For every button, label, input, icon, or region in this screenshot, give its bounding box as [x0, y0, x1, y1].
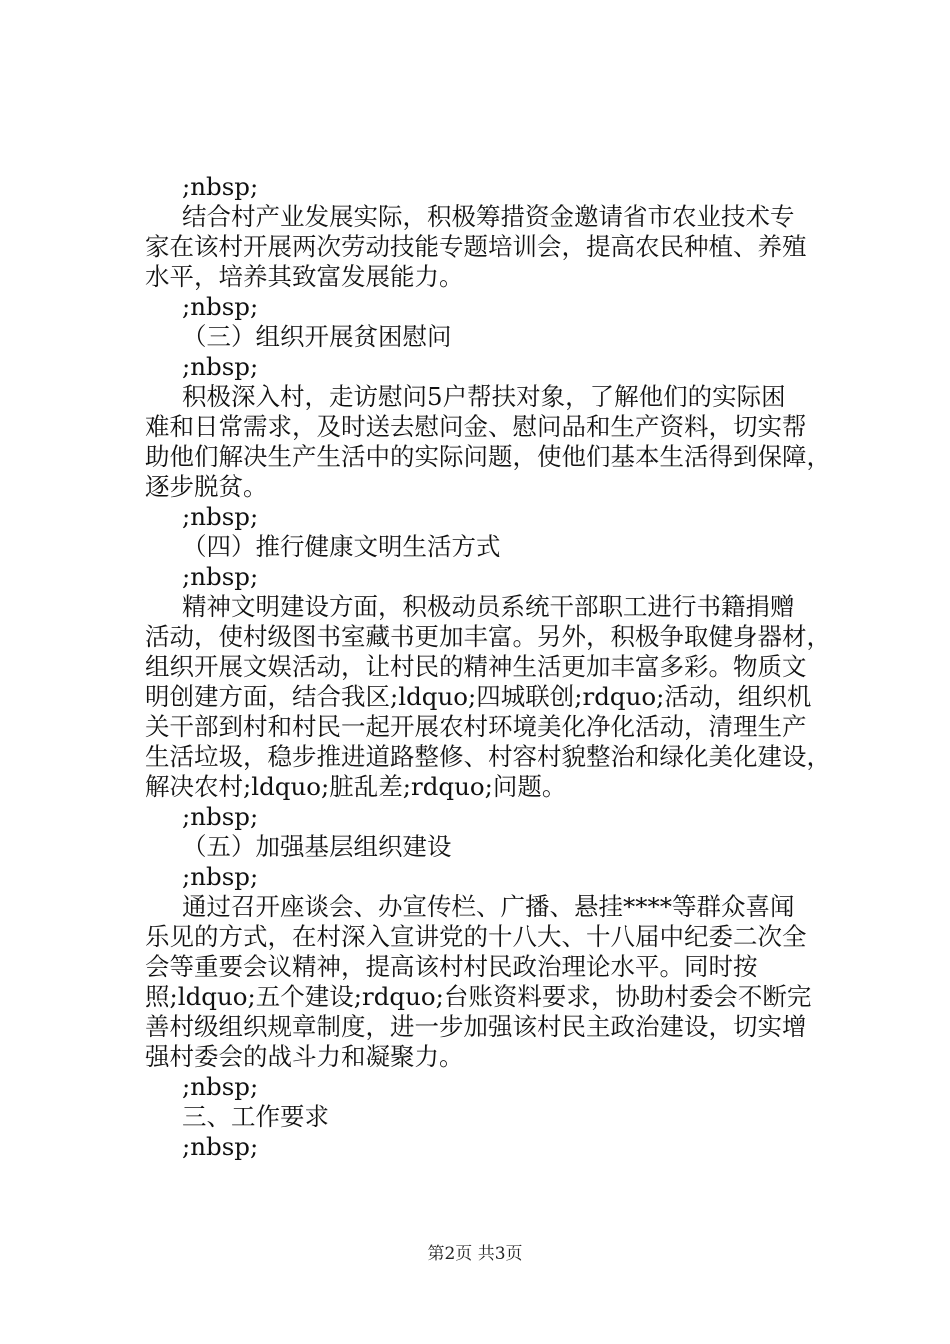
paragraph-line: 积极深入村，走访慰问5户帮扶对象，了解他们的实际困: [182, 382, 786, 411]
document-body: [145, 172, 835, 1162]
paragraph: [145, 892, 835, 1072]
text-line: ;nbsp;: [182, 1072, 259, 1101]
text-line: ;nbsp;: [182, 352, 259, 381]
text-line: ;nbsp;: [182, 502, 259, 531]
paragraph-line: 助他们解决生产生活中的实际问题，使他们基本生活得到保障，: [145, 442, 831, 471]
section-heading: 三、工作要求: [182, 1102, 329, 1131]
paragraph-line: 生活垃圾，稳步推进道路整修、村容村貌整治和绿化美化建设，: [145, 742, 831, 771]
paragraph-line: 家在该村开展两次劳动技能专题培训会，提高农民种植、养殖: [145, 232, 807, 261]
paragraph-line: 组织开展文娱活动，让村民的精神生活更加丰富多彩。物质文: [145, 652, 807, 681]
paragraph-line: 乐见的方式，在村深入宣讲党的十八大、十八届中纪委二次全: [145, 922, 807, 951]
text-line: ;nbsp;: [182, 862, 259, 891]
text-line: ;nbsp;: [182, 562, 259, 591]
paragraph-line: 善村级组织规章制度，进一步加强该村民主政治建设，切实增: [145, 1012, 807, 1041]
paragraph-line: 明创建方面，结合我区;ldquo;四城联创;rdquo;活动，组织机: [145, 682, 812, 711]
paragraph-line: 活动，使村级图书室藏书更加丰富。另外，积极争取健身器材，: [145, 622, 831, 651]
paragraph-line: 难和日常需求，及时送去慰问金、慰问品和生产资料，切实帮: [145, 412, 807, 441]
paragraph: [145, 592, 835, 802]
paragraph-line: 精神文明建设方面，积极动员系统干部职工进行书籍捐赠: [182, 592, 795, 621]
paragraph-line: 关干部到村和村民一起开展农村环境美化净化活动，清理生产: [145, 712, 807, 741]
paragraph-line: 水平，培养其致富发展能力。: [145, 262, 464, 291]
text-line: ;nbsp;: [182, 172, 259, 201]
section-heading: （四）推行健康文明生活方式: [182, 532, 501, 561]
text-line: ;nbsp;: [182, 1132, 259, 1161]
paragraph-line: 会等重要会议精神，提高该村村民政治理论水平。同时按: [145, 952, 758, 981]
paragraph-line: 强村委会的战斗力和凝聚力。: [145, 1042, 464, 1071]
paragraph-line: 逐步脱贫。: [145, 472, 268, 501]
paragraph-line: 照;ldquo;五个建设;rdquo;台账资料要求，协助村委会不断完: [145, 982, 812, 1011]
page-number-label: 第2页 共3页: [427, 1244, 523, 1264]
text-line: ;nbsp;: [182, 802, 259, 831]
paragraph: [145, 382, 835, 502]
section-heading: （三）组织开展贫困慰问: [182, 322, 452, 351]
paragraph-line: 结合村产业发展实际，积极筹措资金邀请省市农业技术专: [182, 202, 795, 231]
paragraph-line: 解决农村;ldquo;脏乱差;rdquo;问题。: [145, 772, 567, 801]
section-heading: （五）加强基层组织建设: [182, 832, 452, 861]
page-footer: [0, 1244, 950, 1264]
paragraph: [145, 202, 835, 292]
text-line: ;nbsp;: [182, 292, 259, 321]
paragraph-line: 通过召开座谈会、办宣传栏、广播、悬挂****等群众喜闻: [182, 892, 795, 921]
